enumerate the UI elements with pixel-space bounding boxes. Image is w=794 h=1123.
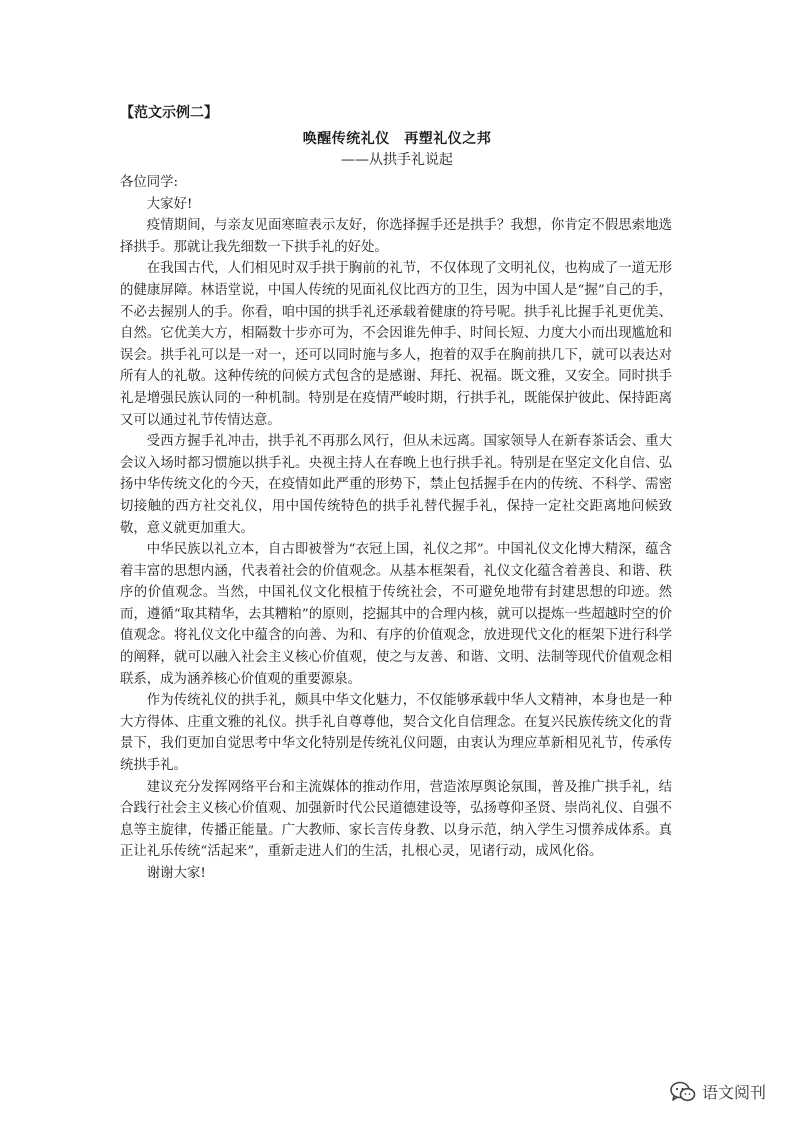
paragraph-4: 中华民族以礼立本，自古即被誉为“衣冠上国，礼仪之邦”。中国礼仪文化博大精深，蕴含着丰富的思想内涵，代表着社会的价值观念。从基本框架看，礼仪文化蕴含着善良、和谐、秩序的价值观念。当然，中国礼仪文化根植于传统社会，不可避免地带有封建思想的印迹。然而，遵循“取其精华，去其糟粕”的原则，挖掘其中的合理内核，就可以提炼一些超越时空的价值观念。将礼仪文化中蕴含的向善、为和、有序的价值观念，放进现代文化的框架下进行科学的阐释，就可以融入社会主义核心价值观，使之与友善、和谐、文明、法制等现代价值观念相联系，成为涵养核心价值观的重要源泉。 [120, 542, 672, 687]
essay-title: 唤醒传统礼仪 再塑礼仪之邦 [302, 131, 492, 147]
closing-paragraph: 谢谢大家! [146, 866, 206, 881]
salutation: 各位同学: [120, 175, 179, 190]
footer-brand: 语文阅刊 [701, 1083, 766, 1102]
paragraph-6: 建议充分发挥网络平台和主流媒体的推动作用，营造浓厚舆论氛围，普及推广拱手礼，结合践行社会主义核心价值观、加强新时代公民道德建设等，弘扬尊仰圣贤、崇尚礼仪、自强不息等主旋律，传播正能量。广大教师、家长言传身教、以身示范，纳入学生习惯养成体系。真正让礼乐传统“活起来”，重新走进人们的生活，扎根心灵，见诸行动，成风化俗。 [120, 779, 672, 860]
essay-body [120, 172, 672, 885]
section-label: 【范文示例二】 [120, 105, 218, 121]
paragraph-5: 作为传统礼仪的拱手礼，颇具中华文化魅力，不仅能够承载中华人文精神，本身也是一种大方得体、庄重文雅的礼仪。拱手礼自尊尊他，契合文化自信理念。在复兴民族传统文化的背景下，我们更加自觉思考中华文化特别是传统礼仪问题，由衷认为理应革新相见礼节，传承传统拱手礼。 [120, 693, 672, 774]
essay-subtitle: ——从拱手礼说起 [341, 152, 453, 168]
wechat-icon [670, 1081, 696, 1103]
paragraph-3: 受西方握手礼冲击，拱手礼不再那么风行，但从未远离。国家领导人在新春茶话会、重大会议入场时都习惯施以拱手礼。央视主持人在春晚上也行拱手礼。特别是在坚定文化自信、弘扬中华传统文化的今天，在疫情如此严重的形势下，禁止包括握手在内的传统、不科学、需密切接触的西方社交礼仪，用中国传统特色的拱手礼替代握手礼，保持一定社交距离地问候致敬，意义就更加重大。 [120, 434, 672, 536]
paragraph-2: 在我国古代，人们相见时双手拱于胸前的礼节，不仅体现了文明礼仪，也构成了一道无形的健康屏障。林语堂说，中国人传统的见面礼仪比西方的卫生，因为中国人是“握”自己的手，不必去握别人的手。你看，咱中国的拱手礼还承载着健康的符号呢。拱手礼比握手礼更优美、自然。它优美大方，相隔数十步亦可为，不会因谁先伸手、时间长短、力度大小而出现尴尬和误会。拱手礼可以是一对一，还可以同时施与多人，抱着的双手在胸前拱几下，就可以表达对所有人的礼敬。这种传统的问候方式包含的是感谢、拜托、祝福。既文雅，又安全。同时拱手礼是增强民族认同的一种机制。特别是在疫情严峻时期，行拱手礼，既能保护彼此、保持距离又可以通过礼节传情达意。 [120, 261, 672, 428]
paragraph-1: 疫情期间，与亲友见面寒暄表示友好，你选择握手还是拱手？我想，你肯定不假思索地选择拱手。那就让我先细数一下拱手礼的好处。 [120, 218, 672, 255]
greeting-paragraph: 大家好! [146, 196, 193, 212]
footer-watermark [670, 1080, 766, 1103]
